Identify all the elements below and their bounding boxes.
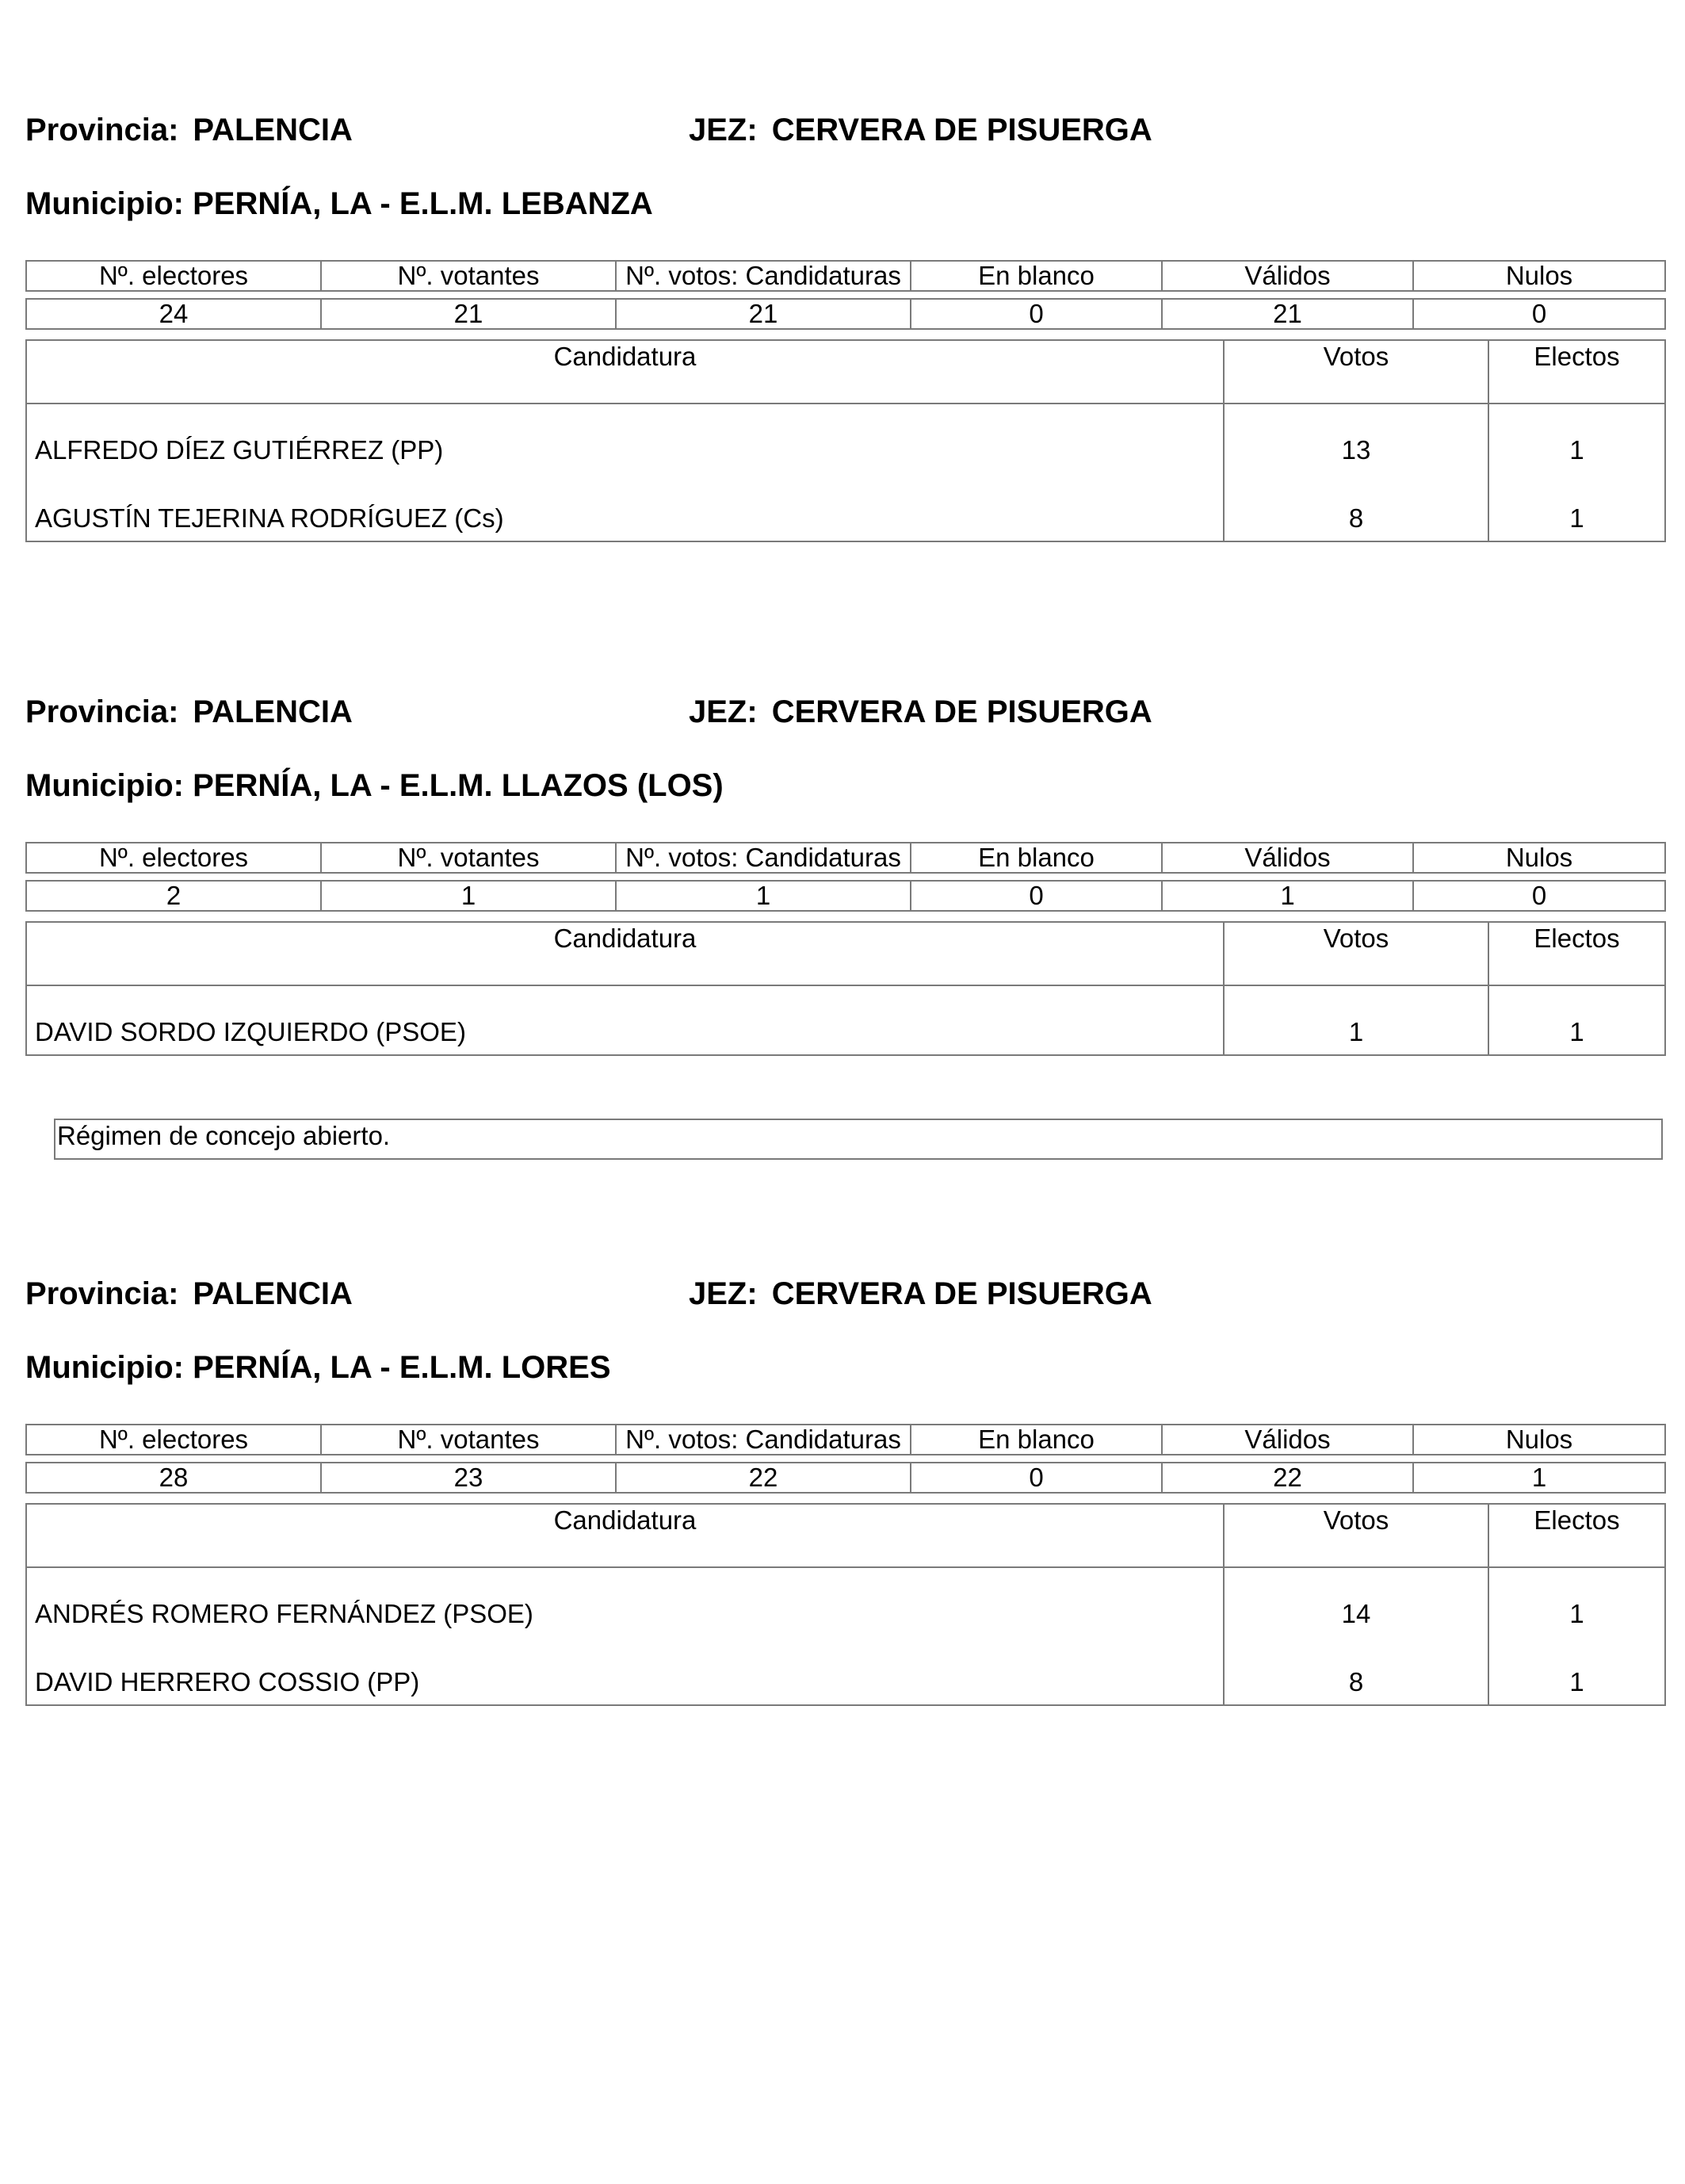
stats-header-cell: Válidos <box>1162 261 1413 291</box>
candidate-electos: 1 <box>1488 1636 1665 1705</box>
jez-label: JEZ: <box>689 1276 758 1311</box>
stats-value-cell: 0 <box>1413 299 1665 329</box>
candidates-table <box>25 339 1666 542</box>
stats-value-cell: 1 <box>321 881 616 911</box>
provincia-label: Provincia: <box>25 113 179 147</box>
stats-header-cell: Nulos <box>1413 1425 1665 1455</box>
stats-header-row <box>26 261 1665 291</box>
stats-header-cell: Nº. electores <box>26 1425 321 1455</box>
stats-value-row <box>26 299 1665 329</box>
candidate-row <box>26 1636 1665 1705</box>
candidate-row <box>26 1567 1665 1636</box>
candidate-electos: 1 <box>1488 404 1665 472</box>
candidate-row <box>26 472 1665 541</box>
stats-header-row <box>26 843 1665 873</box>
candidate-votos: 1 <box>1224 985 1488 1055</box>
municipio-value: PERNÍA, LA - E.L.M. LORES <box>193 1350 611 1385</box>
candidatura-header: Candidatura <box>26 922 1224 985</box>
jez-value: CERVERA DE PISUERGA <box>771 694 1152 729</box>
stats-header-cell: Nº. votantes <box>321 1425 616 1455</box>
candidate-name: DAVID HERRERO COSSIO (PP) <box>26 1636 1224 1705</box>
jez-value: CERVERA DE PISUERGA <box>771 1276 1152 1311</box>
stats-value-cell: 22 <box>1162 1463 1413 1493</box>
candidate-electos: 1 <box>1488 1567 1665 1636</box>
stats-header-cell: Nº. votantes <box>321 261 616 291</box>
candidate-row <box>26 404 1665 472</box>
stats-header-cell: Nº. votos: Candidaturas <box>616 1425 911 1455</box>
candidate-name: AGUSTÍN TEJERINA RODRÍGUEZ (Cs) <box>26 472 1224 541</box>
stats-value-cell: 1 <box>1413 1463 1665 1493</box>
candidate-name: ALFREDO DÍEZ GUTIÉRREZ (PP) <box>26 404 1224 472</box>
note-box: Régimen de concejo abierto. <box>54 1119 1663 1160</box>
stats-table <box>25 260 1666 330</box>
electos-header: Electos <box>1488 922 1665 985</box>
stats-value-cell: 0 <box>911 1463 1162 1493</box>
jez-value: CERVERA DE PISUERGA <box>771 113 1152 147</box>
provincia-line <box>25 1275 353 1313</box>
jez-label: JEZ: <box>689 113 758 147</box>
candidate-votos: 13 <box>1224 404 1488 472</box>
provincia-value: PALENCIA <box>193 113 353 147</box>
stats-value-cell: 2 <box>26 881 321 911</box>
candidatura-header: Candidatura <box>26 1504 1224 1567</box>
stats-header-cell: Válidos <box>1162 1425 1413 1455</box>
jez-label: JEZ: <box>689 694 758 729</box>
candidates-table <box>25 921 1666 1056</box>
stats-value-row <box>26 881 1665 911</box>
candidate-votos: 8 <box>1224 472 1488 541</box>
candidates-header-row <box>26 1504 1665 1567</box>
stats-header-cell: En blanco <box>911 261 1162 291</box>
candidates-header-row <box>26 340 1665 404</box>
stats-value-cell: 0 <box>1413 881 1665 911</box>
stats-value-cell: 1 <box>616 881 911 911</box>
jez-line <box>689 1275 1152 1313</box>
municipio-label: Municipio: <box>25 1350 184 1385</box>
electos-header: Electos <box>1488 1504 1665 1567</box>
stats-value-cell: 21 <box>321 299 616 329</box>
stats-header-cell: Válidos <box>1162 843 1413 873</box>
electos-header: Electos <box>1488 340 1665 404</box>
stats-header-cell: En blanco <box>911 843 1162 873</box>
jez-line <box>689 693 1152 731</box>
provincia-value: PALENCIA <box>193 1276 353 1311</box>
stats-header-cell: Nº. electores <box>26 261 321 291</box>
stats-value-cell: 22 <box>616 1463 911 1493</box>
candidate-votos: 14 <box>1224 1567 1488 1636</box>
stats-value-row <box>26 1463 1665 1493</box>
stats-header-cell: Nº. votos: Candidaturas <box>616 843 911 873</box>
municipio-line <box>25 185 653 223</box>
stats-header-cell: Nulos <box>1413 843 1665 873</box>
candidate-electos: 1 <box>1488 985 1665 1055</box>
candidates-table <box>25 1503 1666 1706</box>
jez-line <box>689 111 1152 149</box>
provincia-line <box>25 693 353 731</box>
stats-table <box>25 1424 1666 1494</box>
stats-table <box>25 842 1666 912</box>
votos-header: Votos <box>1224 922 1488 985</box>
candidates-header-row <box>26 922 1665 985</box>
municipio-value: PERNÍA, LA - E.L.M. LLAZOS (LOS) <box>193 768 724 803</box>
stats-header-cell: Nº. votantes <box>321 843 616 873</box>
stats-header-cell: Nulos <box>1413 261 1665 291</box>
provincia-value: PALENCIA <box>193 694 353 729</box>
municipio-label: Municipio: <box>25 768 184 803</box>
candidate-row <box>26 985 1665 1055</box>
candidate-name: ANDRÉS ROMERO FERNÁNDEZ (PSOE) <box>26 1567 1224 1636</box>
stats-header-row <box>26 1425 1665 1455</box>
provincia-label: Provincia: <box>25 1276 179 1311</box>
stats-value-cell: 24 <box>26 299 321 329</box>
candidate-votos: 8 <box>1224 1636 1488 1705</box>
stats-header-cell: En blanco <box>911 1425 1162 1455</box>
candidatura-header: Candidatura <box>26 340 1224 404</box>
municipio-line <box>25 767 724 805</box>
stats-value-cell: 0 <box>911 881 1162 911</box>
municipio-line <box>25 1348 611 1387</box>
candidate-electos: 1 <box>1488 472 1665 541</box>
stats-value-cell: 23 <box>321 1463 616 1493</box>
stats-header-cell: Nº. electores <box>26 843 321 873</box>
stats-value-cell: 21 <box>1162 299 1413 329</box>
stats-value-cell: 28 <box>26 1463 321 1493</box>
stats-value-cell: 1 <box>1162 881 1413 911</box>
stats-value-cell: 21 <box>616 299 911 329</box>
candidate-name: DAVID SORDO IZQUIERDO (PSOE) <box>26 985 1224 1055</box>
stats-value-cell: 0 <box>911 299 1162 329</box>
stats-header-cell: Nº. votos: Candidaturas <box>616 261 911 291</box>
provincia-line <box>25 111 353 149</box>
provincia-label: Provincia: <box>25 694 179 729</box>
votos-header: Votos <box>1224 340 1488 404</box>
votos-header: Votos <box>1224 1504 1488 1567</box>
municipio-label: Municipio: <box>25 186 184 221</box>
municipio-value: PERNÍA, LA - E.L.M. LEBANZA <box>193 186 653 221</box>
